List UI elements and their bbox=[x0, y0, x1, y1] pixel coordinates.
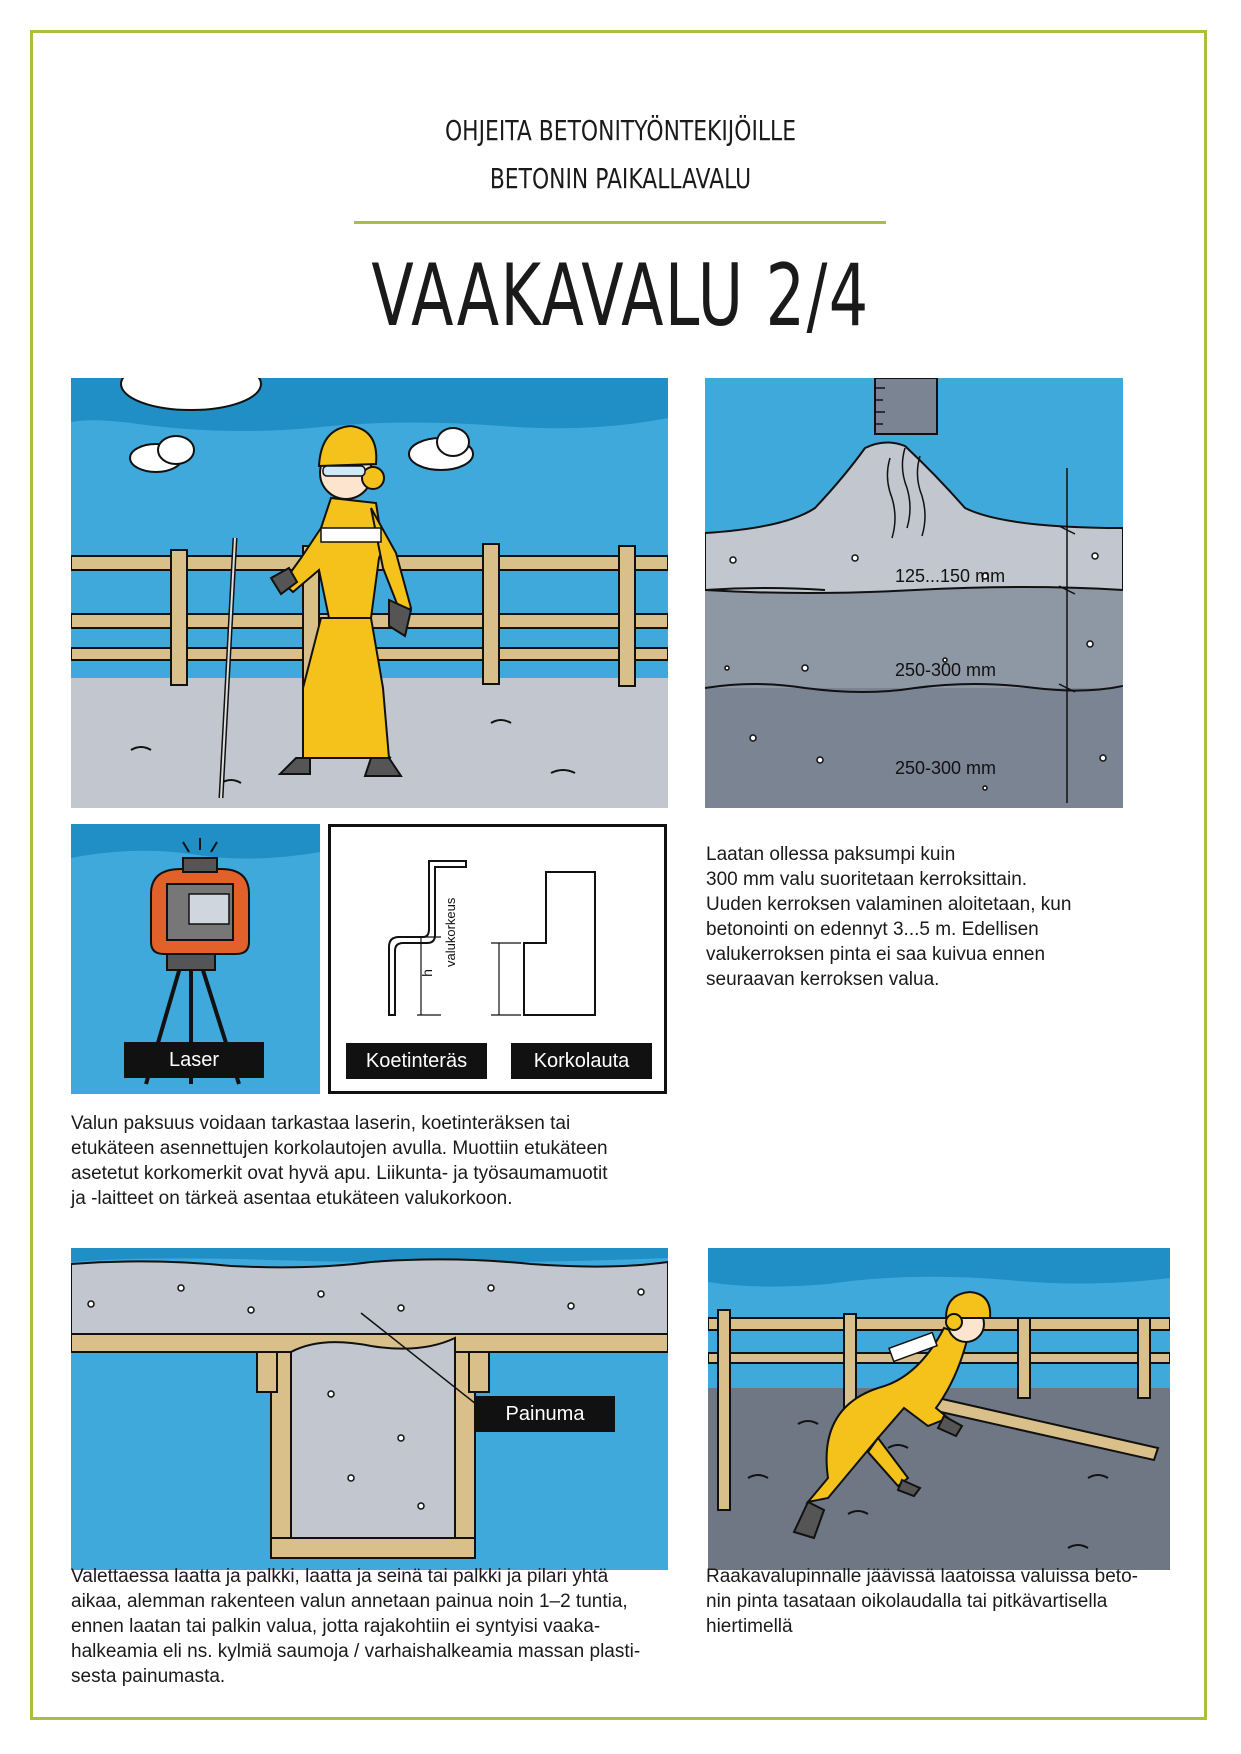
settling-note-line: halkeamia eli ns. kylmiä saumoja / varhaishalkeamia massan plasti- bbox=[71, 1641, 641, 1662]
header-rule bbox=[354, 221, 886, 224]
diagram-probe-and-board bbox=[328, 824, 667, 1094]
layers-note-line: seuraavan kerroksen valua. bbox=[706, 969, 940, 990]
layers-note bbox=[706, 842, 1166, 992]
thickness-note bbox=[71, 1111, 671, 1211]
settling-note-line: aikaa, alemman rakenteen valun annetaan painua noin 1–2 tuntia, bbox=[71, 1591, 628, 1612]
layer-bottom-label: 250-300 mm bbox=[895, 758, 997, 778]
illustration-kneeling-worker bbox=[708, 1248, 1170, 1570]
layer-mid-label: 250-300 mm bbox=[895, 660, 997, 680]
levelling-note-line: hiertimellä bbox=[706, 1616, 793, 1637]
layer-top-label: 125...150 mm bbox=[895, 566, 1006, 586]
layers-note-line: 300 mm valu suoritetaan kerroksittain. bbox=[706, 869, 1028, 890]
koetinteras-label: Koetinteräs bbox=[346, 1043, 487, 1079]
korkolauta-label: Korkolauta bbox=[511, 1043, 652, 1079]
thickness-note-line: etukäteen asennettujen korkolautojen avulla. Muottiin etukäteen bbox=[71, 1138, 608, 1159]
settling-note-line: Valettaessa laatta ja palkki, laatta ja seinä tai palkki ja pilari yhtä bbox=[71, 1566, 609, 1587]
layers-note-line: betonointi on edennyt 3...5 m. Edellisen bbox=[706, 919, 1039, 940]
valukorkeus-dimension-label: valukorkeus bbox=[443, 897, 458, 967]
header-line-1: OHJEITA BETONITYÖNTEKIJÖILLE bbox=[444, 114, 797, 147]
page-title: VAAKAVALU 2/4 bbox=[371, 246, 870, 346]
levelling-note bbox=[706, 1564, 1176, 1639]
painuma-label: Painuma bbox=[475, 1396, 615, 1432]
illustration-concrete-layers bbox=[705, 378, 1123, 808]
h-dimension-label: h bbox=[418, 969, 435, 977]
thickness-note-line: Valun paksuus voidaan tarkastaa laserin, koetinteräksen tai bbox=[71, 1113, 571, 1134]
settling-note-line: ennen laatan tai palkin valua, jotta rajakohtiin ei syntyisi vaaka- bbox=[71, 1616, 601, 1637]
levelling-note-line: nin pinta tasataan oikolaudalla tai pitkävartisella bbox=[706, 1591, 1108, 1612]
levelling-note-line: Raakavalupinnalle jäävissä laatoissa valuissa beto- bbox=[706, 1566, 1138, 1587]
illustration-worker-probe bbox=[71, 378, 668, 808]
thickness-note-line: ja -laitteet on tärkeä asentaa etukäteen valukorkoon. bbox=[71, 1188, 513, 1209]
settling-note bbox=[71, 1564, 681, 1689]
illustration-laser bbox=[71, 824, 320, 1094]
layers-note-line: Uuden kerroksen valaminen aloitetaan, kun bbox=[706, 894, 1072, 915]
thickness-note-line: asetetut korkomerkit ovat hyvä apu. Liikunta- ja työsaumamuotit bbox=[71, 1163, 608, 1184]
settling-note-line: sesta painumasta. bbox=[71, 1666, 226, 1687]
laser-label: Laser bbox=[124, 1042, 264, 1078]
layers-note-line: Laatan ollessa paksumpi kuin bbox=[706, 844, 956, 865]
illustration-beam-settling bbox=[71, 1248, 668, 1570]
header-line-2: BETONIN PAIKALLAVALU bbox=[489, 162, 752, 195]
layers-note-line: valukerroksen pinta ei saa kuivua ennen bbox=[706, 944, 1046, 965]
